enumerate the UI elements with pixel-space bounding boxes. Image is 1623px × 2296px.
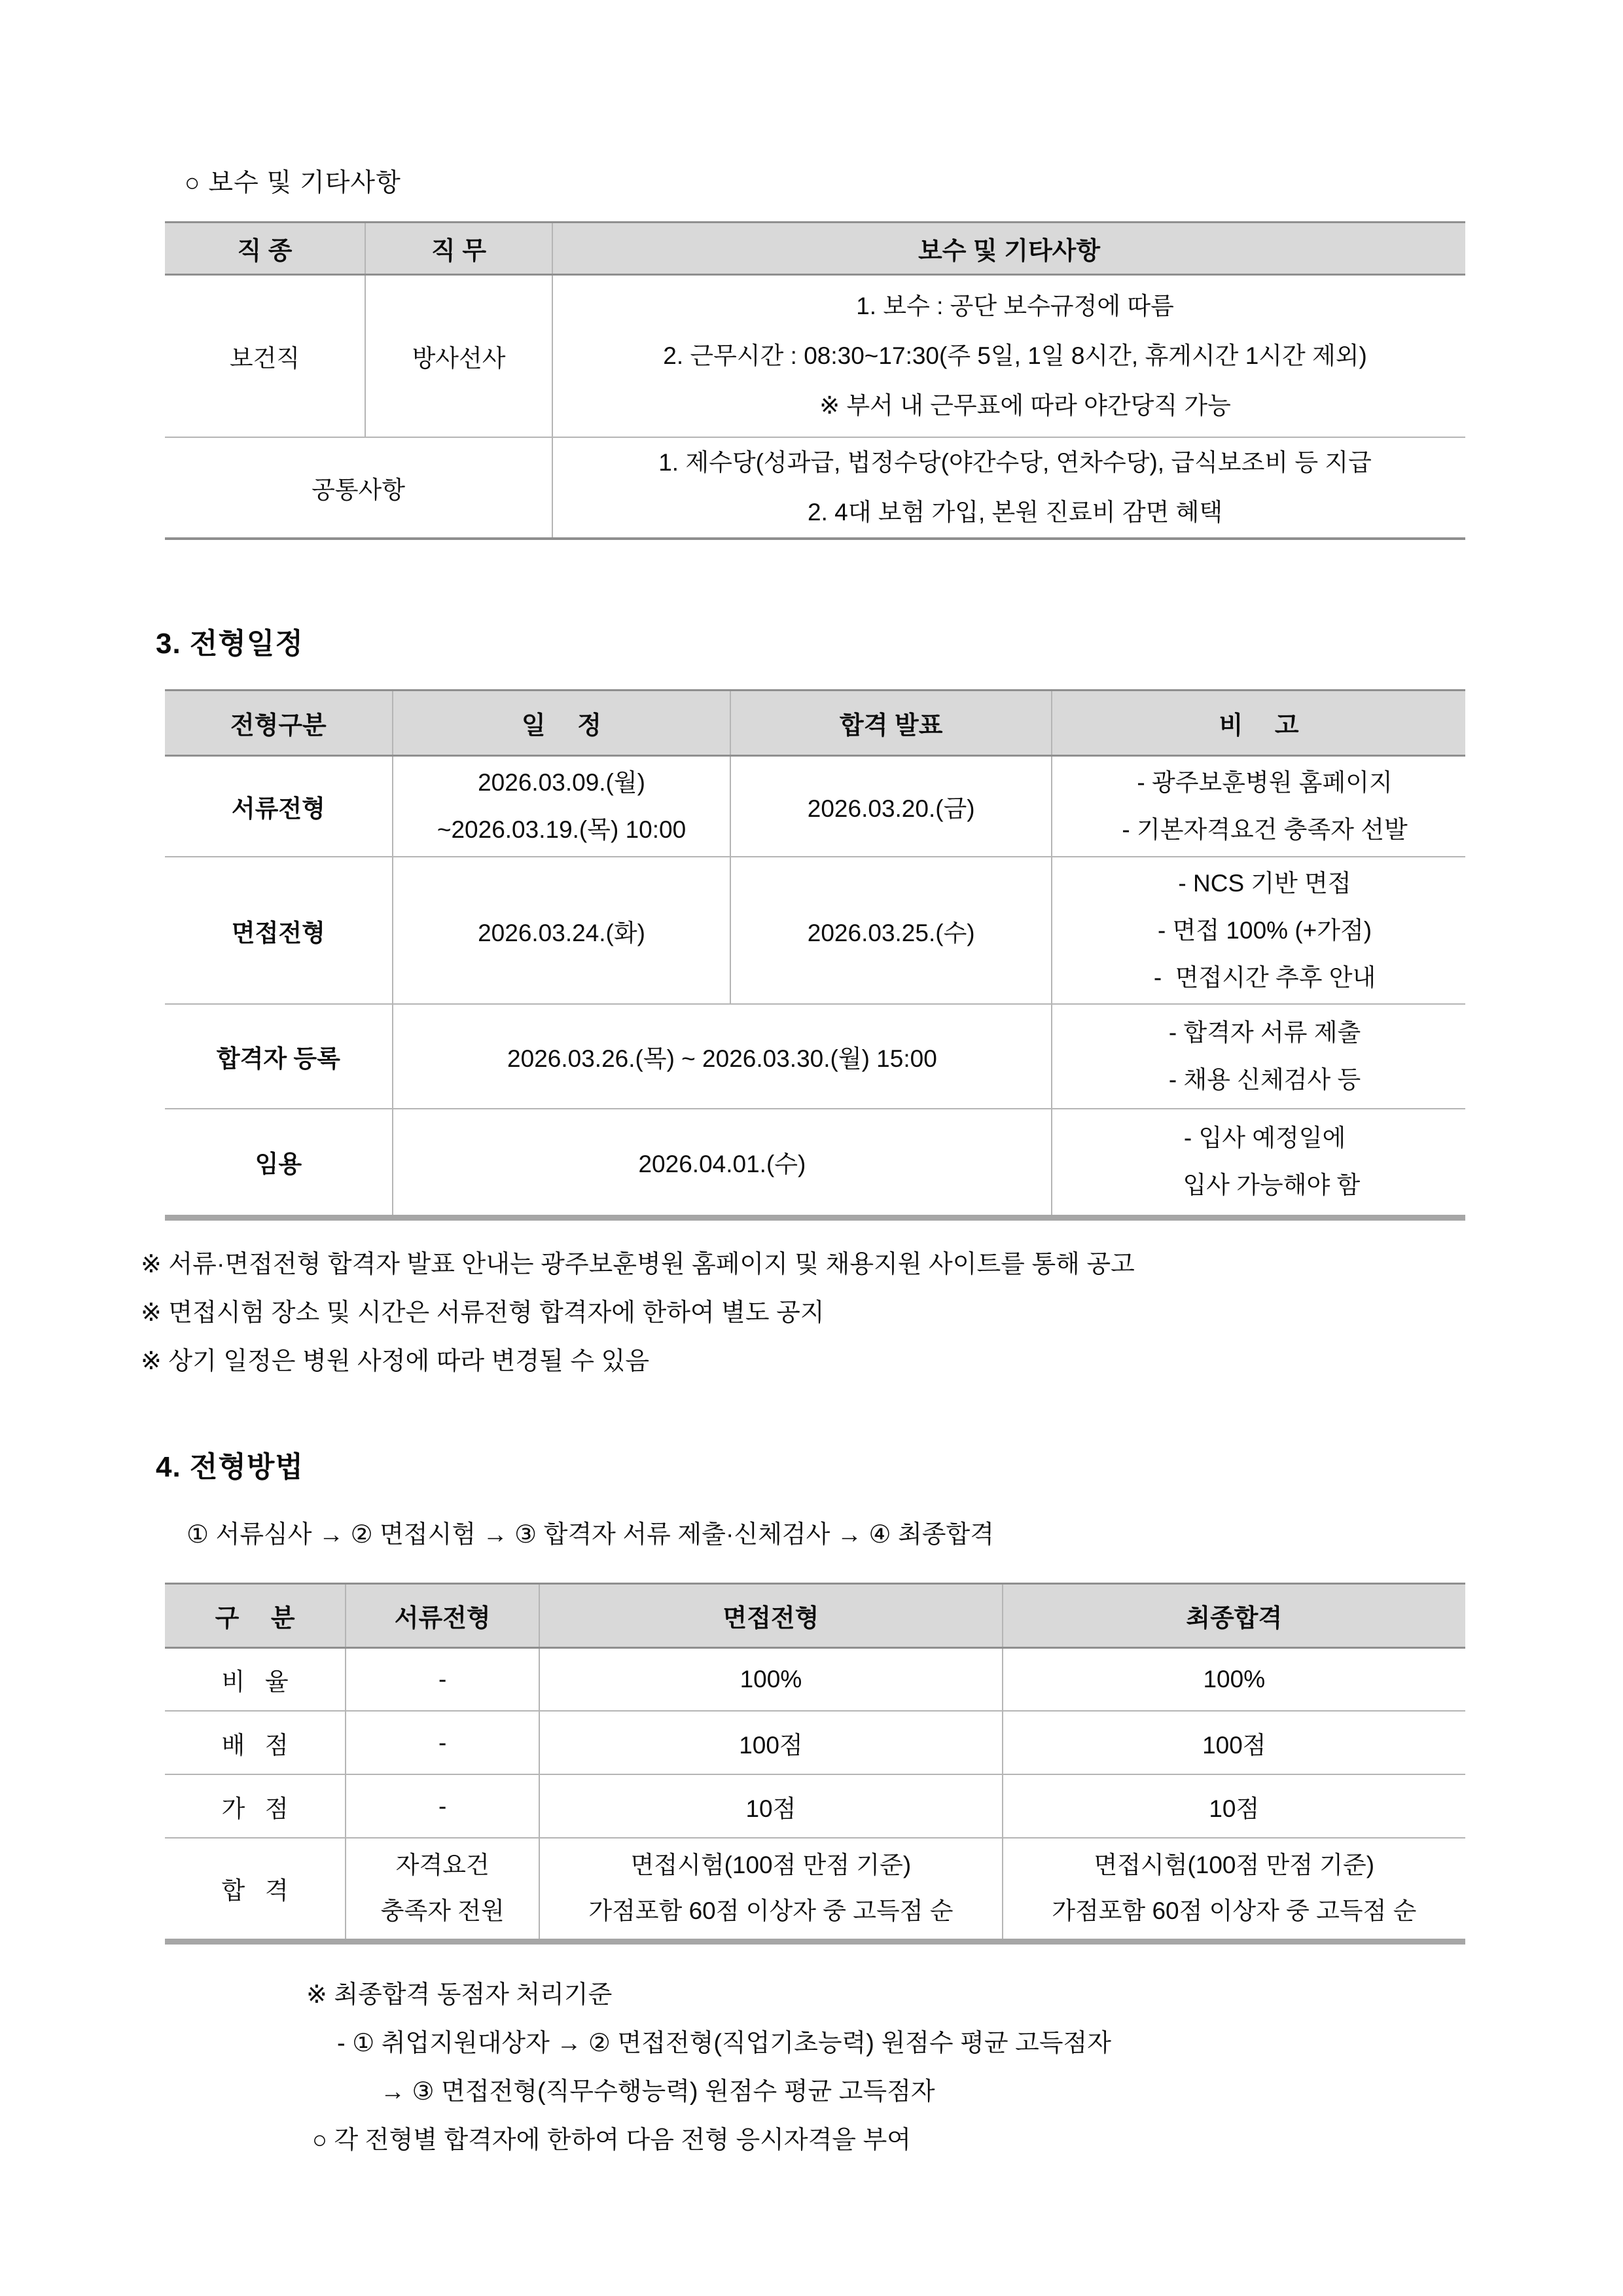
cell-interview: 100%: [539, 1647, 1002, 1711]
cell-final: [1003, 1838, 1465, 1941]
tiebreak-notes: [141, 1971, 1623, 2164]
schedule-row-interview: [165, 857, 1465, 1004]
schedule-note: ※ 상기 일정은 병원 사정에 따라 변경될 수 있음: [141, 1347, 650, 1375]
remark-line: - 합격자 서류 제출: [1168, 1019, 1361, 1046]
cell-compensation-detail: [552, 275, 1465, 437]
schedule-notes: [141, 1240, 1623, 1386]
header-document-screening: 서류전형: [346, 1583, 539, 1647]
detail-line: 2. 근무시간 : 08:30~17:30(주 5일, 1일 8시간, 휴게시간 1시간 제외): [663, 342, 1367, 369]
compensation-table-header-row: [165, 223, 1465, 275]
cell-final: 100%: [1003, 1647, 1465, 1711]
cell-common-label: 공통사항: [165, 437, 552, 539]
cell-announce: 2026.03.25.(수): [730, 857, 1052, 1004]
cell-final: 10점: [1003, 1774, 1465, 1838]
remark-line: - 채용 신체검사 등: [1168, 1066, 1361, 1093]
cell-final: 100점: [1003, 1711, 1465, 1774]
tiebreak-line: - ① 취업지원대상자 → ② 면접전형(직업기초능력) 원점수 평균 고득점자: [337, 2029, 1111, 2057]
compensation-heading: ○ 보수 및 기타사항: [185, 169, 401, 197]
detail-line: 1. 보수 : 공단 보수규정에 따름: [856, 292, 1174, 319]
cell-doc: -: [346, 1647, 539, 1711]
remark-line: - 광주보훈병원 홈페이지: [1137, 768, 1393, 796]
pass-line: 충족자 전원: [380, 1897, 505, 1925]
cell-period: 2026.04.01.(수): [393, 1109, 1052, 1217]
method-table: [165, 1583, 1465, 1945]
pass-line: 가점포함 60점 이상자 중 고득점 순: [1052, 1897, 1417, 1925]
cell-interview: 10점: [539, 1774, 1002, 1838]
cell-label: 합 격: [165, 1838, 346, 1941]
cell-stage: 합격자 등록: [165, 1004, 393, 1109]
header-stage: 전형구분: [165, 690, 393, 755]
remark-line: - 면접 100% (+가점): [1158, 916, 1372, 944]
method-row-bonus: [165, 1774, 1465, 1838]
schedule-table: [165, 689, 1465, 1221]
detail-line: ※ 부서 내 근무표에 따라 야간당직 가능: [799, 391, 1231, 419]
remark-line: - 입사 예정일에: [1183, 1124, 1346, 1152]
cell-interview: [539, 1838, 1002, 1941]
cell-label: 배 점: [165, 1711, 346, 1774]
cell-stage: 임용: [165, 1109, 393, 1217]
schedule-row-document: [165, 755, 1465, 857]
cell-remark: [1052, 1109, 1465, 1217]
date-line: ~2026.03.19.(목) 10:00: [437, 816, 687, 843]
method-flow-line: ① 서류심사 → ② 면접시험 → ③ 합격자 서류 제출·신체검사 → ④ 최종합격: [187, 1520, 994, 1549]
date-line: 2026.03.09.(월): [478, 768, 645, 796]
schedule-heading: 3. 전형일정: [156, 627, 304, 660]
method-heading: 4. 전형방법: [156, 1450, 304, 1483]
remark-line: - 면접시간 추후 안내: [1153, 963, 1376, 991]
pass-line: 면접시험(100점 만점 기준): [1094, 1852, 1375, 1879]
schedule-row-register: [165, 1004, 1465, 1109]
compensation-row-health: [165, 275, 1465, 437]
header-announce: 합격 발표: [730, 690, 1052, 755]
schedule-note: ※ 면접시험 장소 및 시간은 서류전형 합격자에 한하여 별도 공지: [141, 1299, 825, 1327]
remark-line: - 기본자격요건 충족자 선발: [1122, 816, 1408, 843]
remark-line: - NCS 기반 면접: [1178, 869, 1351, 897]
cell-remark: [1052, 755, 1465, 857]
tiebreak-heading: ※ 최종합격 동점자 처리기준: [306, 1981, 613, 2009]
cell-label: 비 율: [221, 1668, 289, 1695]
header-category: 구 분: [165, 1583, 346, 1647]
compensation-row-common: [165, 437, 1465, 539]
tiebreak-line: → ③ 면접전형(직무수행능력) 원점수 평균 고득점자: [380, 2077, 935, 2106]
cell-remark: [1052, 857, 1465, 1004]
detail-line: 1. 제수당(성과급, 법정수당(야간수당, 연차수당), 급식보조비 등 지급: [658, 448, 1372, 476]
schedule-table-header-row: [165, 690, 1465, 755]
header-interview-screening: 면접전형: [539, 1583, 1002, 1647]
cell-date: 2026.03.24.(화): [393, 857, 731, 1004]
header-final-pass: 최종합격: [1003, 1583, 1465, 1647]
method-row-ratio: [165, 1647, 1465, 1711]
cell-interview: 100점: [539, 1711, 1002, 1774]
remark-line: 입사 가능해야 함: [1169, 1172, 1361, 1199]
method-row-pass: [165, 1838, 1465, 1941]
cell-date: [393, 755, 731, 857]
schedule-row-appoint: [165, 1109, 1465, 1217]
schedule-note: ※ 서류·면접전형 합격자 발표 안내는 광주보훈병원 홈페이지 및 채용지원 사이트를 통해 공고: [141, 1250, 1135, 1278]
header-job-title: 직 무: [365, 223, 552, 275]
final-note: ○ 각 전형별 합격자에 한하여 다음 전형 응시자격을 부여: [312, 2126, 911, 2154]
cell-doc: -: [346, 1711, 539, 1774]
cell-stage: 면접전형: [165, 857, 393, 1004]
pass-line: 가점포함 60점 이상자 중 고득점 순: [588, 1897, 954, 1925]
header-date: 일 정: [393, 690, 731, 755]
cell-doc: -: [346, 1774, 539, 1838]
header-remark: 비 고: [1052, 690, 1465, 755]
cell-stage: 서류전형: [231, 795, 325, 822]
cell-remark: [1052, 1004, 1465, 1109]
cell-common-detail: [552, 437, 1465, 539]
detail-line: 2. 4대 보험 가입, 본원 진료비 감면 혜택: [808, 498, 1223, 526]
cell-period: 2026.03.26.(목) ~ 2026.03.30.(월) 15:00: [393, 1004, 1052, 1109]
cell-announce: 2026.03.20.(금): [730, 755, 1052, 857]
cell-label: 가 점: [165, 1774, 346, 1838]
pass-line: 자격요건: [395, 1852, 490, 1879]
header-job-category: 직 종: [165, 223, 365, 275]
header-compensation: 보수 및 기타사항: [552, 223, 1465, 275]
pass-line: 면접시험(100점 만점 기준): [630, 1852, 912, 1879]
cell-doc: [346, 1838, 539, 1941]
method-row-points: [165, 1711, 1465, 1774]
method-table-header-row: [165, 1583, 1465, 1647]
cell-job-category: 보건직: [229, 344, 300, 372]
cell-job-title: 방사선사: [365, 275, 552, 437]
compensation-table: [165, 221, 1465, 540]
